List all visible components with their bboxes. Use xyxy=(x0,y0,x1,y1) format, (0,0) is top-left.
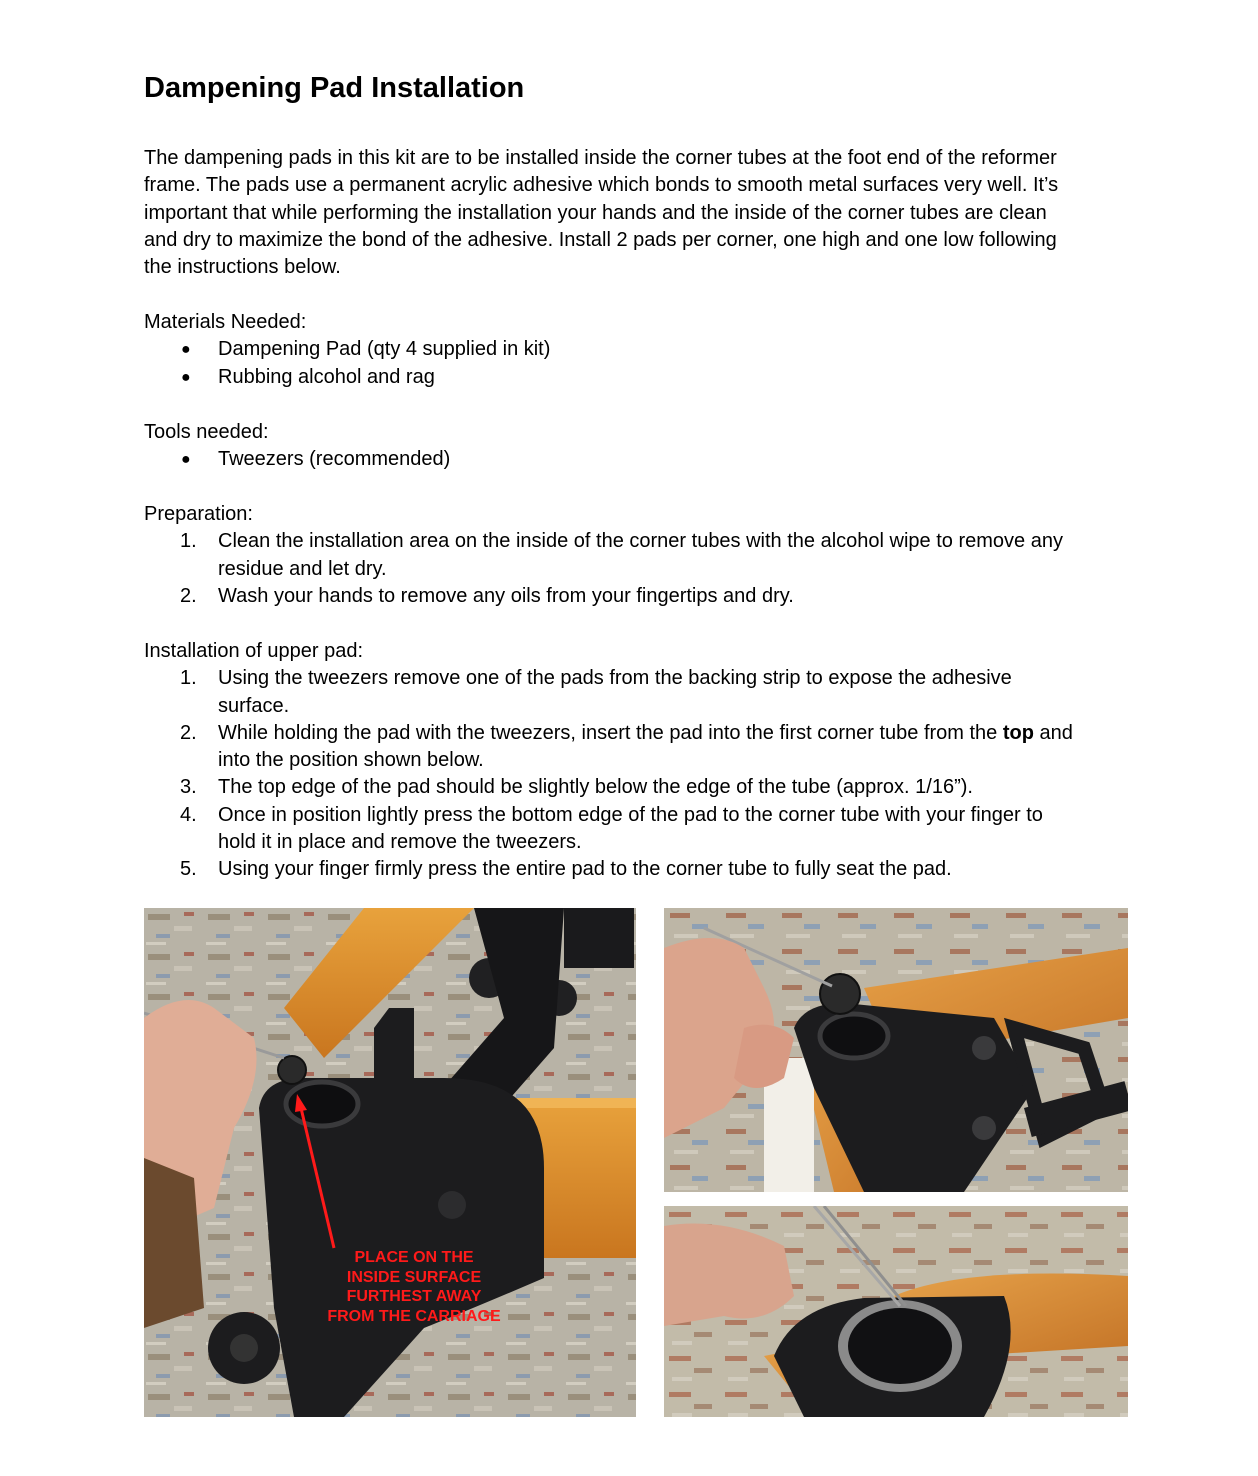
emphasis-top: top xyxy=(1002,721,1034,744)
tools-list xyxy=(144,446,1134,473)
intro-paragraph xyxy=(144,145,1112,281)
photo-pad-insertion xyxy=(664,908,1128,1192)
list-item: 2. Wash your hands to remove any oils from your fingertips and dry. xyxy=(144,583,1134,610)
dampening-pad xyxy=(848,1308,952,1384)
callout-line: FROM THE CARRIAGE xyxy=(327,1308,501,1325)
corner-tube xyxy=(820,1014,888,1058)
preparation-section xyxy=(144,501,1134,610)
bullet-icon: ● xyxy=(181,368,191,386)
photo-pad-seated xyxy=(664,1206,1128,1417)
installation-section xyxy=(144,638,1134,884)
step-number: 2. xyxy=(180,584,197,607)
step-number: 1. xyxy=(180,530,197,553)
step-number: 1. xyxy=(180,667,197,690)
list-item: 3. The top edge of the pad should be slightly below the edge of the tube (approx. 1/16”). xyxy=(144,774,1134,801)
materials-list xyxy=(144,336,1134,391)
list-item: ● Dampening Pad (qty 4 supplied in kit) xyxy=(144,336,1134,363)
tools-section xyxy=(144,419,1134,474)
list-item: 2. While holding the pad with the tweezers, insert the pad into the first corner tube from the top and into the position shown below. xyxy=(180,721,1073,772)
intro-line: frame. The pads use a permanent acrylic adhesive which bonds to smooth metal surfaces very well. It’s xyxy=(144,174,1059,197)
step-number: 3. xyxy=(180,776,197,799)
bullet-icon: ● xyxy=(181,341,191,359)
intro-line: the instructions below. xyxy=(144,256,341,279)
callout-line: INSIDE SURFACE xyxy=(346,1269,482,1286)
intro-line: The dampening pads in this kit are to be installed inside the corner tubes at the foot end of the reformer xyxy=(144,147,1057,169)
list-item: 5. Using your finger firmly press the entire pad to the corner tube to fully seat the pad. xyxy=(144,856,1134,883)
preparation-steps xyxy=(144,528,1134,610)
materials-heading: Materials Needed: xyxy=(144,311,307,333)
page-title: Dampening Pad Installation xyxy=(144,72,525,104)
bullet-icon: ● xyxy=(181,451,191,469)
installation-steps xyxy=(144,665,1134,883)
list-item: 1. Using the tweezers remove one of the pads from the backing strip to expose the adhesive surface. xyxy=(180,667,1012,717)
intro-line: important that while performing the installation your hands and the inside of the corner tubes are clean xyxy=(144,201,1047,224)
callout-line: FURTHEST AWAY xyxy=(346,1288,482,1305)
list-item: 4. Once in position lightly press the bottom edge of the pad to the corner tube with your finger to hold it in place and remove the tweezers. xyxy=(180,803,1043,854)
materials-section xyxy=(144,309,1134,391)
dampening-pad xyxy=(278,1056,306,1084)
step-number: 4. xyxy=(180,803,197,826)
list-item: ● Tweezers (recommended) xyxy=(144,446,1134,473)
list-item: 1. Clean the installation area on the inside of the corner tubes with the alcohol wipe to remove any residue and let dry. xyxy=(180,530,1063,580)
intro-line: and dry to maximize the bond of the adhesive. Install 2 pads per corner, one high and one low following xyxy=(144,228,1057,251)
preparation-heading: Preparation: xyxy=(144,503,253,525)
list-item: ● Rubbing alcohol and rag xyxy=(144,364,1134,391)
callout-line: PLACE ON THE xyxy=(354,1249,474,1266)
dampening-pad xyxy=(820,974,860,1014)
tools-heading: Tools needed: xyxy=(144,421,269,443)
step-number: 5. xyxy=(180,858,197,881)
step-number: 2. xyxy=(180,721,197,744)
installation-heading: Installation of upper pad: xyxy=(144,640,364,662)
photo-pad-placement xyxy=(144,908,636,1417)
